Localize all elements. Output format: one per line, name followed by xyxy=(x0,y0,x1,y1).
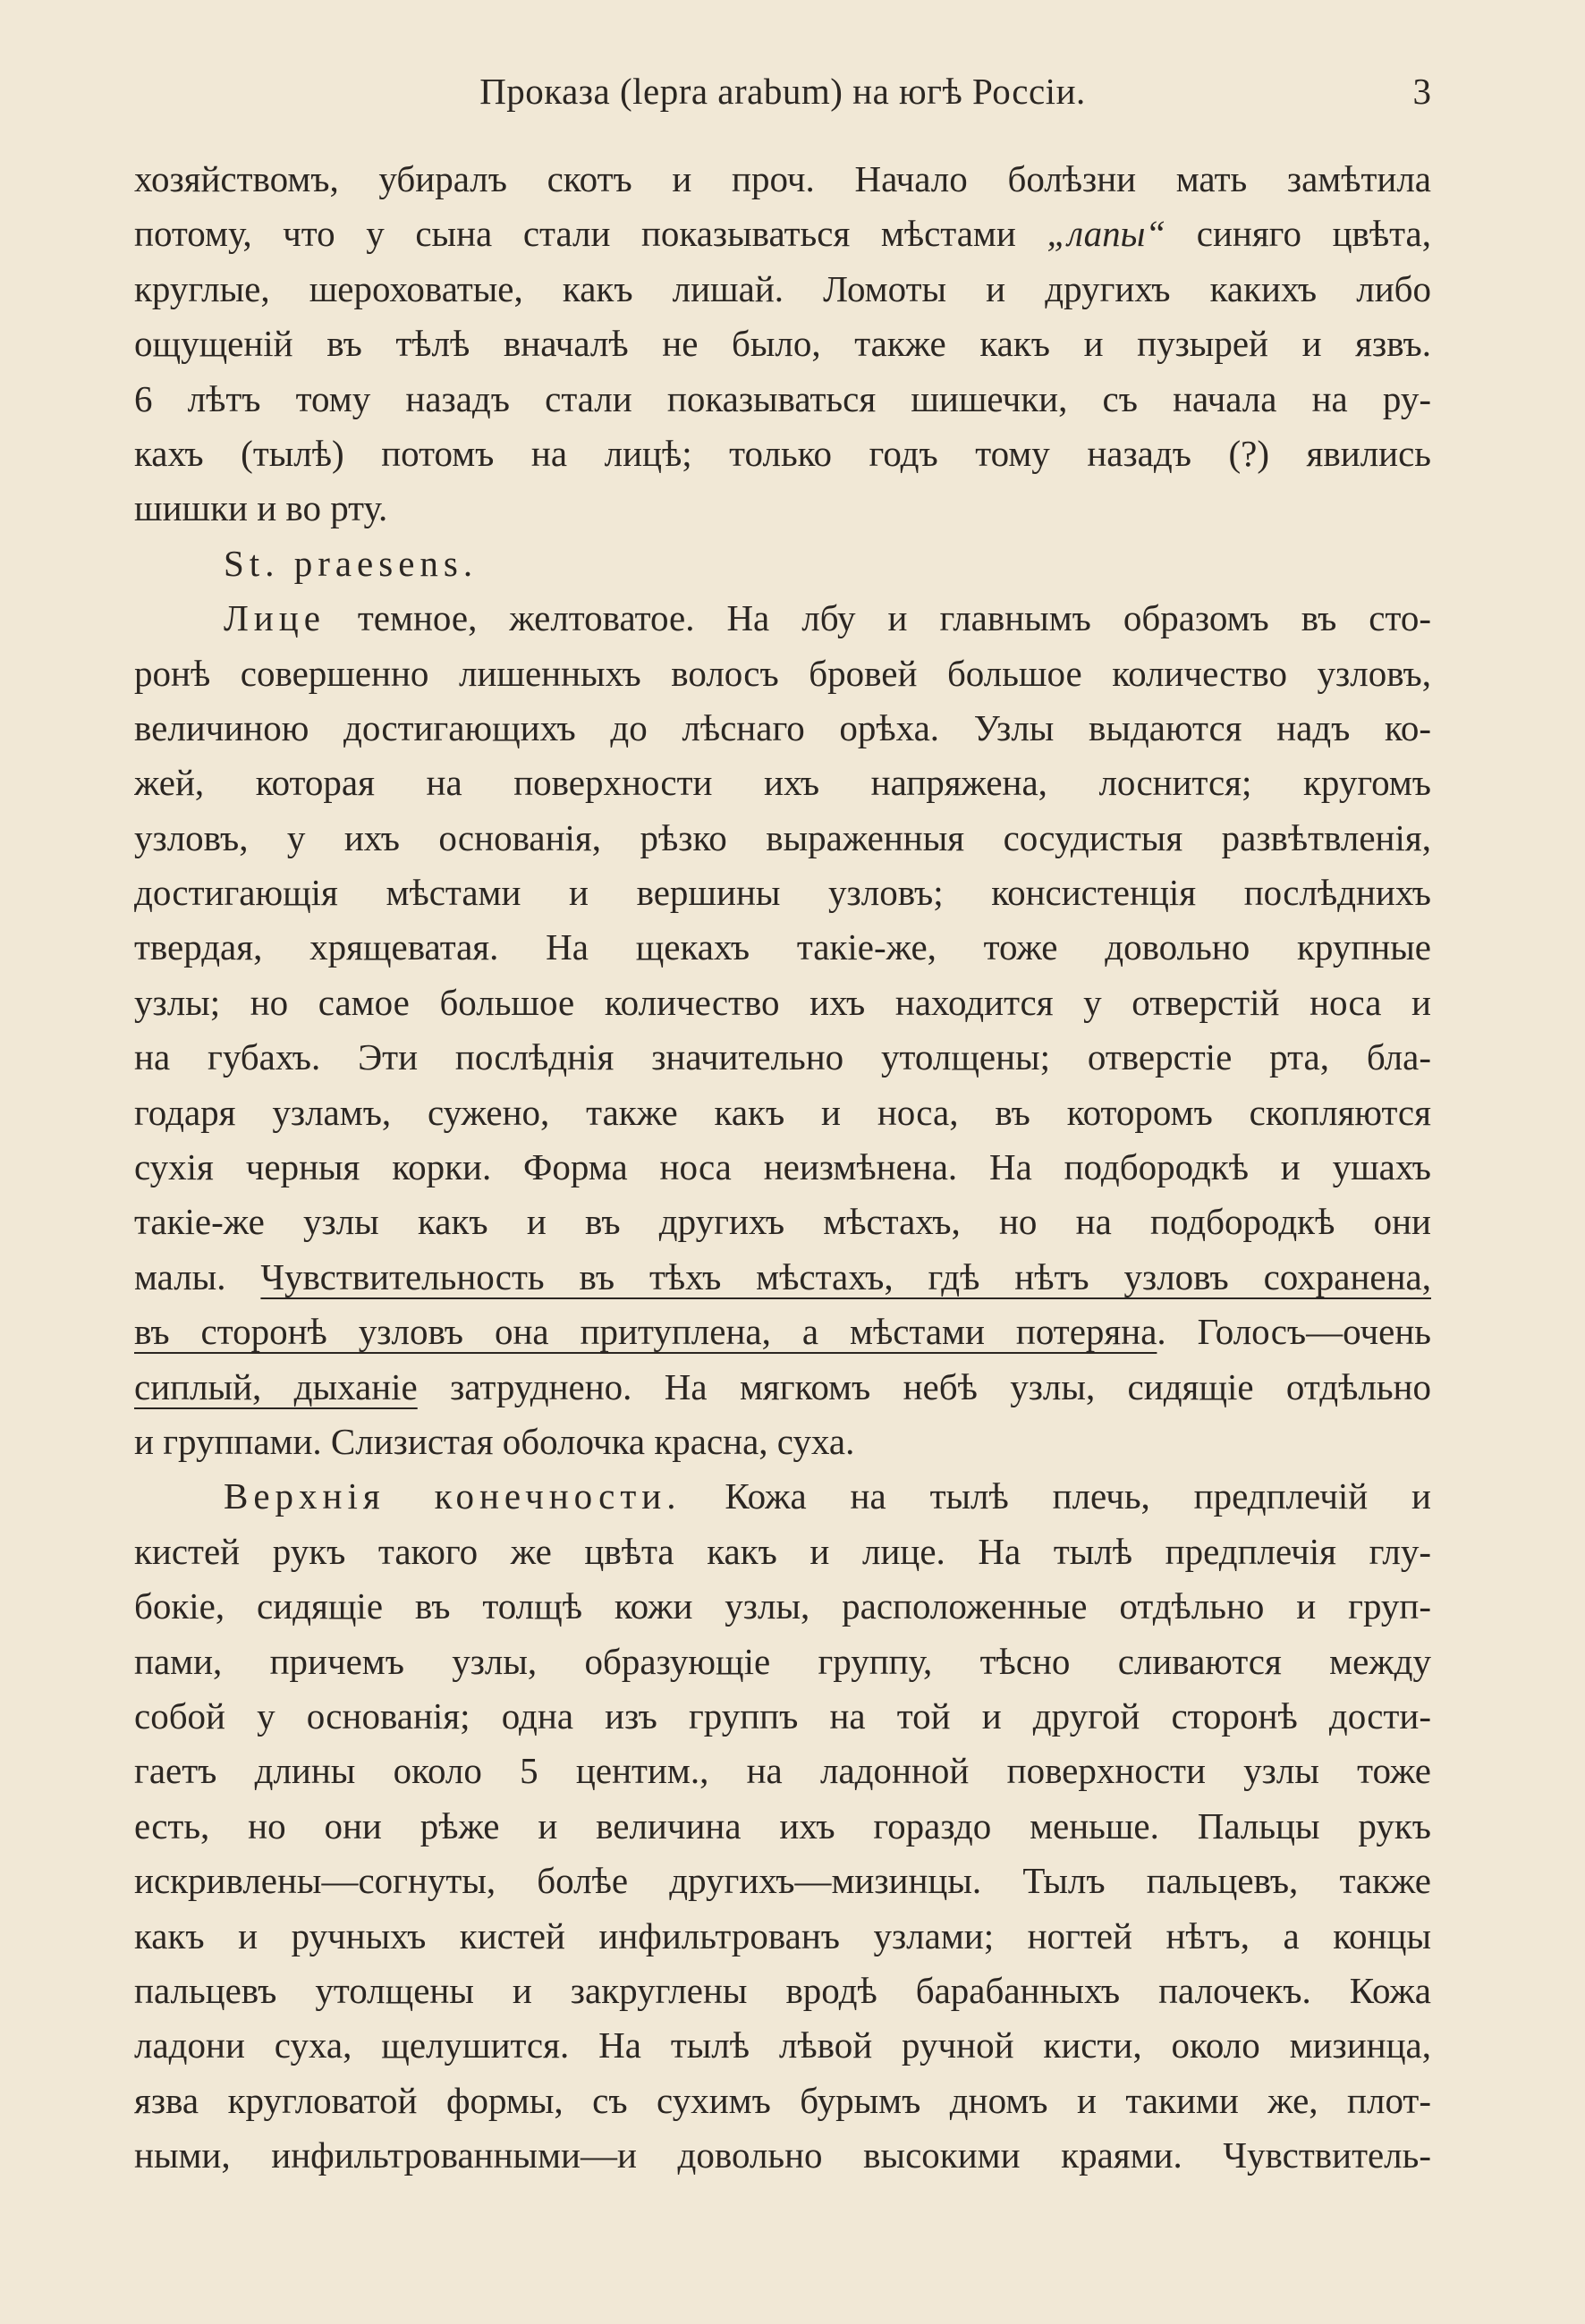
text-line xyxy=(134,591,1431,646)
line-text: кахъ (тылѣ) потомъ на лицѣ; только годъ тому назадъ (?) явились xyxy=(134,432,1431,474)
text-line xyxy=(134,701,1431,756)
underlined-text: въ сторонѣ узловъ она притуплена, а мѣстами потеряна xyxy=(134,1311,1157,1353)
line-text: и группами. Слизистая оболочка красна, суха. xyxy=(134,1420,855,1462)
line-text: узловъ, у ихъ основанія, рѣзко выраженныя сосудистыя развѣтвленія, xyxy=(134,816,1431,858)
text-line xyxy=(134,1360,1431,1415)
text-line xyxy=(134,1086,1431,1140)
text-line xyxy=(134,317,1431,371)
text-line xyxy=(134,2074,1431,2128)
line-text: узлы; но самое большое количество ихъ находится у отверстій носа и xyxy=(134,981,1431,1023)
text-line xyxy=(134,1964,1431,2018)
line-text: искривлены—согнуты, болѣе другихъ—мизинцы. Тылъ пальцевъ, также xyxy=(134,1860,1431,1902)
text-line xyxy=(134,152,1431,207)
line-text: гаетъ длины около 5 центим., на ладонной поверхности узлы тоже xyxy=(134,1750,1431,1792)
text-line xyxy=(134,1030,1431,1085)
text-line xyxy=(134,646,1431,701)
line-text: какъ и ручныхъ кистей инфильтрованъ узлами; ногтей нѣтъ, а концы xyxy=(134,1914,1431,1956)
line-text: Кожа на тылѣ плечь, предплечій и xyxy=(681,1475,1431,1517)
line-text: на губахъ. Эти послѣднія значительно утолщены; отверстіе рта, бла- xyxy=(134,1036,1431,1078)
text-line xyxy=(134,1909,1431,1964)
text-line xyxy=(134,1689,1431,1744)
text-line xyxy=(134,1140,1431,1195)
line-text: кистей рукъ такого же цвѣта какъ и лице. На тылѣ предплечія глу- xyxy=(134,1530,1431,1572)
text-line xyxy=(134,756,1431,810)
line-text: круглые, шероховатые, какъ лишай. Ломоты и другихъ какихъ либо xyxy=(134,267,1431,309)
line-text: достигающія мѣстами и вершины узловъ; консистенція послѣднихъ xyxy=(134,872,1431,914)
body-text xyxy=(134,152,1431,2183)
line-text: собой у основанія; одна изъ группъ на той и другой сторонѣ дости- xyxy=(134,1694,1431,1737)
line-text: бокіе, сидящіе въ толщѣ кожи узлы, расположенные отдѣльно и груп- xyxy=(134,1585,1431,1627)
text-line xyxy=(134,1744,1431,1798)
text-line xyxy=(134,537,1431,591)
text-line xyxy=(134,920,1431,975)
text-line xyxy=(134,1799,1431,1854)
line-text: такіе-же узлы какъ и въ другихъ мѣстахъ, но на подбородкѣ они xyxy=(134,1201,1431,1243)
text-line xyxy=(134,1469,1431,1524)
spaced-heading: Лице xyxy=(224,597,326,639)
line-text: пами, причемъ узлы, образующіе группу, тѣсно сливаются между xyxy=(134,1640,1431,1682)
text-line xyxy=(134,2018,1431,2073)
line-text: сухія черныя корки. Форма носа неизмѣнена. На подбородкѣ и ушахъ xyxy=(134,1146,1431,1188)
spaced-heading: Верхнія конечности. xyxy=(224,1475,682,1517)
spaced-heading: St. praesens. xyxy=(224,542,479,584)
text-line xyxy=(134,427,1431,481)
text-line xyxy=(134,481,1431,536)
line-text: годаря узламъ, сужено, также какъ и носа, въ которомъ скопляются xyxy=(134,1091,1431,1133)
text-line xyxy=(134,1250,1431,1305)
underlined-text: Чувствительность въ тѣхъ мѣстахъ, гдѣ нѣтъ узловъ сохранена, xyxy=(260,1255,1431,1297)
line-text: синяго цвѣта, xyxy=(1165,213,1431,255)
text-line xyxy=(134,372,1431,427)
text-line xyxy=(134,1525,1431,1579)
text-line xyxy=(134,1415,1431,1469)
line-text: шишки и во рту. xyxy=(134,487,388,529)
text-line xyxy=(134,1195,1431,1249)
line-text: . Голосъ—очень xyxy=(1157,1311,1431,1353)
line-text: ными, инфильтрованными—и довольно высокими краями. Чувствитель- xyxy=(134,2134,1431,2176)
line-text: темное, желтоватое. На лбу и главнымъ образомъ въ сто- xyxy=(325,597,1431,639)
line-text: малы. xyxy=(134,1255,261,1297)
text-line xyxy=(134,207,1431,261)
line-text: пальцевъ утолщены и закруглены вродѣ барабанныхъ палочекъ. Кожа xyxy=(134,1969,1431,2011)
text-line xyxy=(134,1635,1431,1689)
text-line xyxy=(134,262,1431,317)
page-header xyxy=(134,63,1431,134)
line-text: язва кругловатой формы, съ сухимъ бурымъ дномъ и такими же, плот- xyxy=(134,2079,1431,2121)
line-text: затруднено. На мягкомъ небѣ узлы, сидящіе отдѣльно xyxy=(417,1365,1431,1407)
italic-term: „лапы“ xyxy=(1047,213,1166,255)
line-text: твердая, хрящеватая. На щекахъ такіе-же, тоже довольно крупные xyxy=(134,926,1431,968)
text-line xyxy=(134,811,1431,866)
text-line xyxy=(134,1579,1431,1634)
line-text: ронѣ совершенно лишенныхъ волосъ бровей большое количество узловъ, xyxy=(134,652,1431,694)
underlined-text: сиплый, дыханіе xyxy=(134,1365,418,1407)
text-line xyxy=(134,866,1431,920)
line-text: величиною достигающихъ до лѣснаго орѣха. Узлы выдаются надъ ко- xyxy=(134,706,1431,748)
line-text: хозяйствомъ, убиралъ скотъ и проч. Начало болѣзни мать замѣтила xyxy=(134,158,1431,199)
page-number: 3 xyxy=(1412,71,1431,112)
line-text: потому, что у сына стали показываться мѣстами xyxy=(134,213,1047,255)
line-text: есть, но они рѣже и величина ихъ гораздо меньше. Пальцы рукъ xyxy=(134,1804,1431,1847)
text-line xyxy=(134,2128,1431,2183)
line-text: ощущеній въ тѣлѣ вначалѣ не было, также какъ и пузырей и язвъ. xyxy=(134,323,1431,365)
running-title: Проказа (lepra arabum) на югѣ Россіи. xyxy=(479,71,1086,112)
text-line xyxy=(134,1854,1431,1908)
line-text: 6 лѣтъ тому назадъ стали показываться шишечки, съ начала на ру- xyxy=(134,377,1431,419)
text-line xyxy=(134,976,1431,1030)
text-line xyxy=(134,1305,1431,1359)
line-text: ладони суха, щелушится. На тылѣ лѣвой ручной кисти, около мизинца, xyxy=(134,2024,1431,2066)
line-text: жей, которая на поверхности ихъ напряжена, лоснится; кругомъ xyxy=(134,762,1431,804)
